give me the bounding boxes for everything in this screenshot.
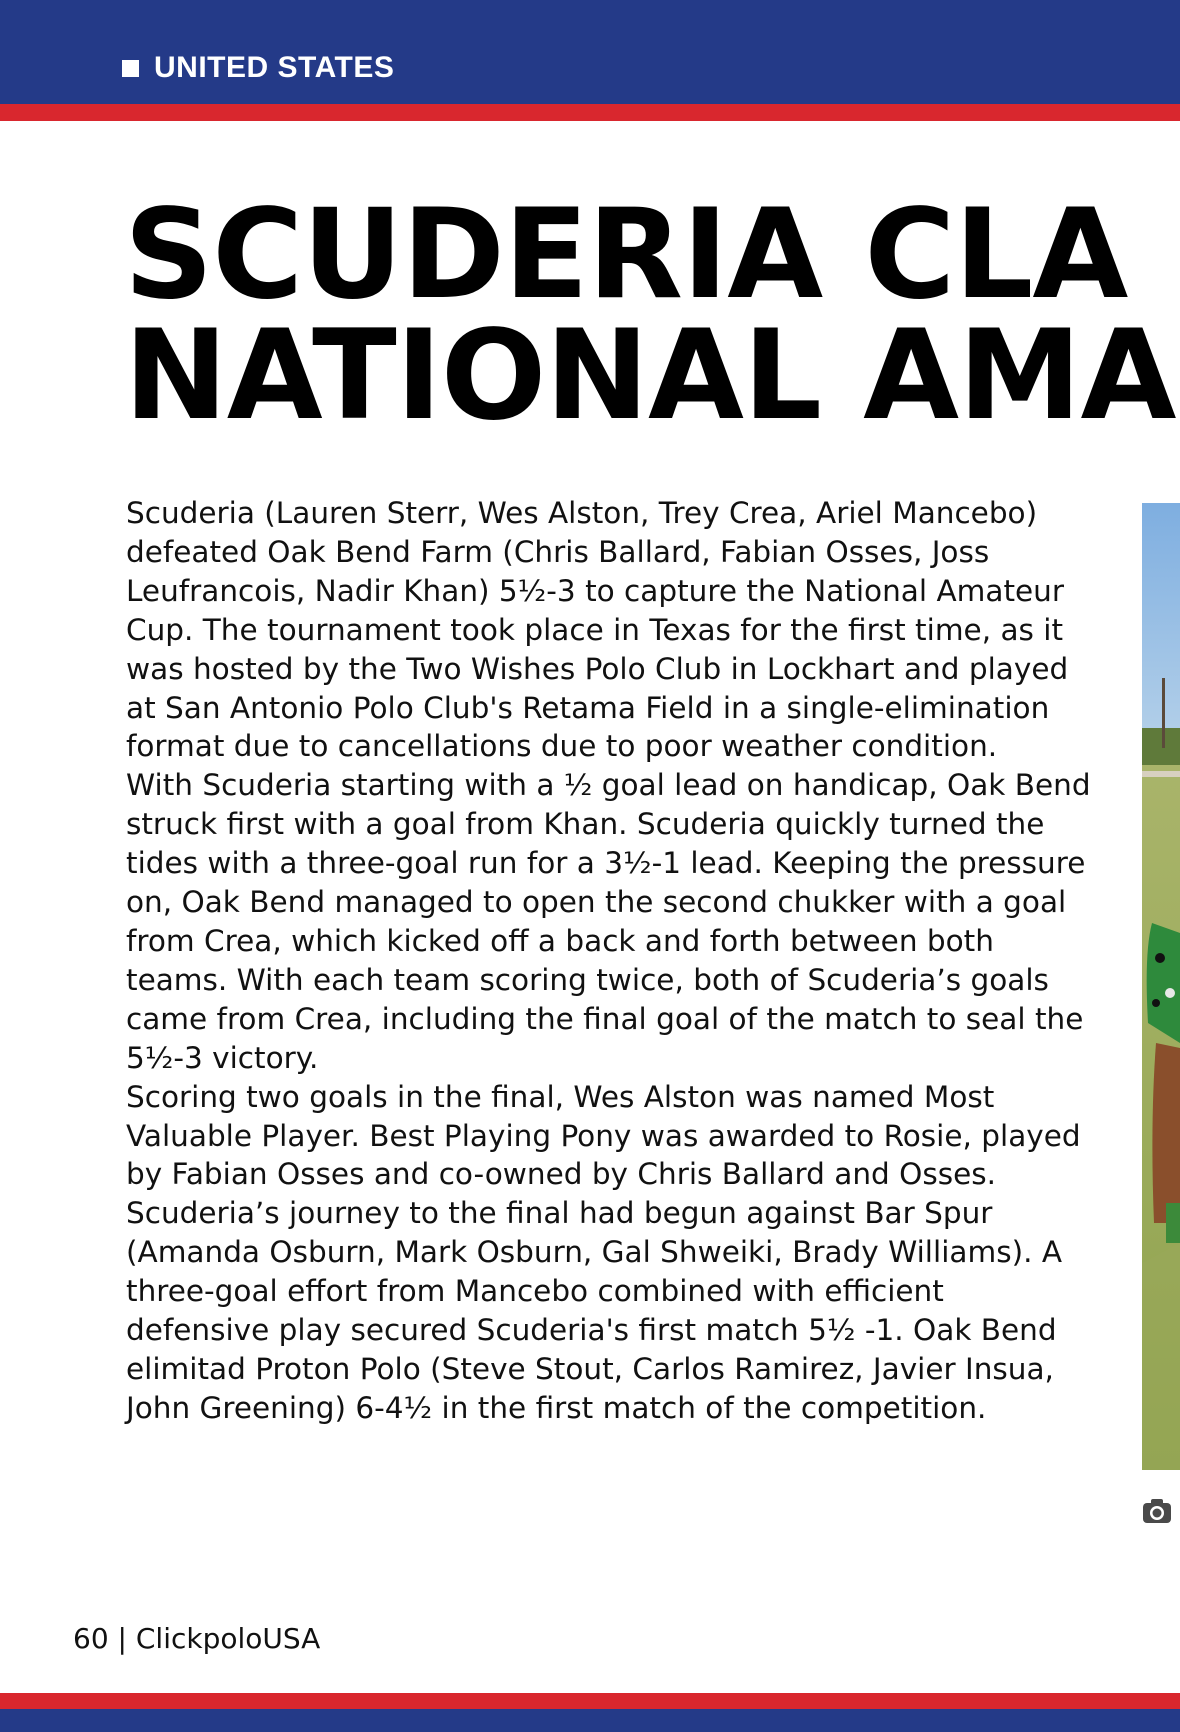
article-body bbox=[126, 494, 1096, 1428]
header-red-stripe bbox=[0, 104, 1180, 121]
page-footer: 60 | ClickpoloUSA bbox=[73, 1622, 321, 1655]
article-paragraph: Scuderia (Lauren Sterr, Wes Alston, Trey Crea, Ariel Mancebo) defeated Oak Bend Farm (Chris Ballard, Fabian Osses, Joss Leufrancois, Nadir Khan) 5½-3 to capture the National Amateur Cup. The tournament took place in Texas for the first time, as it was hosted by the Two Wishes Polo Club in Lockhart and played at San Antonio Polo Club's Retama Field in a single-elimination format due to cancellations due to poor weather condition. bbox=[126, 496, 1069, 764]
footer-red-stripe bbox=[0, 1693, 1180, 1709]
section-label bbox=[122, 50, 394, 86]
article-paragraph: Scuderia’s journey to the final had begun against Bar Spur (Amanda Osburn, Mark Osburn, Gal Shweiki, Brady Williams). A three-goal effort from Mancebo combined with efficient defensive play secured Scuderia's first match 5½ -1. Oak Bend elimitad Proton Polo (Steve Stout, Carlos Ramirez, Javier Insua, John Greening) 6-4½ in the first match of the competition. bbox=[126, 1196, 1063, 1425]
article-paragraph: With Scuderia starting with a ½ goal lead on handicap, Oak Bend struck first with a goal from Khan. Scuderia quickly turned the tides with a three-goal run for a 3½-1 lead. Keeping the pressure on, Oak Bend managed to open the second chukker with a goal from Crea, which kicked off a back and forth between both teams. With each team scoring twice, both of Scuderia’s goals came from Crea, including the final goal of the match to seal the 5½-3 victory. bbox=[126, 768, 1091, 1075]
polo-photo bbox=[1142, 503, 1180, 1470]
section-label-text: UNITED STATES bbox=[154, 51, 395, 84]
footer-band bbox=[0, 1709, 1180, 1732]
article-headline bbox=[124, 183, 1176, 448]
headline-line-2: NATIONAL AMA bbox=[124, 304, 1176, 448]
article-paragraph: Scoring two goals in the final, Wes Alston was named Most Valuable Player. Best Playing Pony was awarded to Rosie, played by Fabian Osses and co-owned by Chris Ballard and Osses. bbox=[126, 1079, 1081, 1192]
headline-line-1: SCUDERIA CLA bbox=[124, 183, 1128, 327]
square-bullet-icon bbox=[122, 60, 139, 77]
camera-icon bbox=[1142, 1497, 1172, 1525]
